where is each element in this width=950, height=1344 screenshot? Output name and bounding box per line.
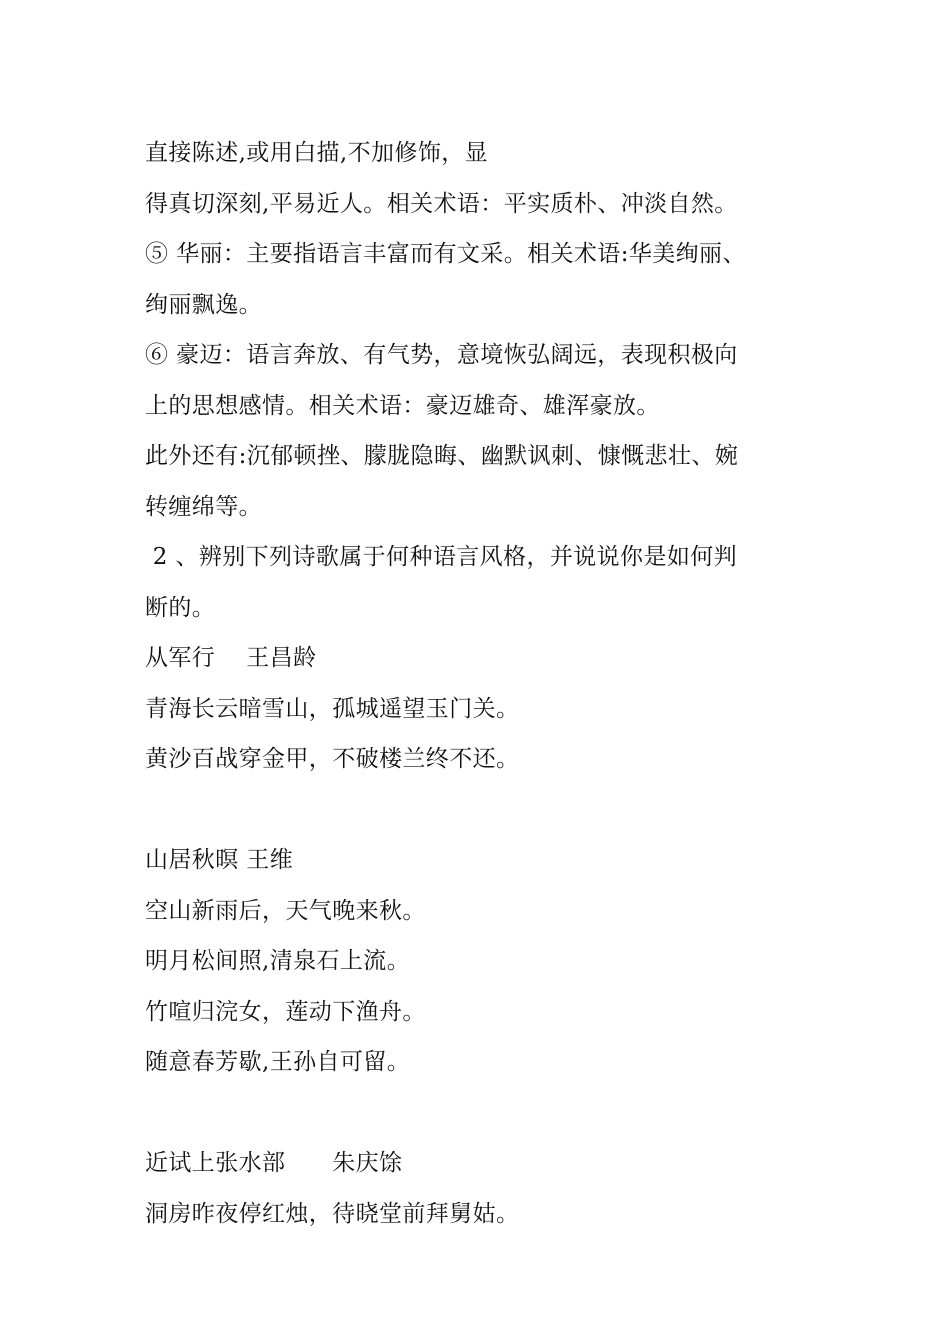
text-line: 绚丽飘逸。 — [145, 291, 262, 318]
poem-line: 随意春芳歇,王孙自可留。 — [145, 1049, 411, 1075]
poem-line: 竹喧归浣女，莲动下渔舟。 — [145, 998, 426, 1025]
poem-line: 空山新雨后，天气晚来秋。 — [145, 897, 426, 924]
text-line: 得真切深刻,平易近人。相关术语：平实质朴、冲淡自然。 — [145, 190, 738, 217]
document-body — [145, 128, 805, 1239]
text-line: 直接陈述,或用白描,不加修饰，显 — [145, 140, 489, 166]
poem-line: 黄沙百战穿金甲，不破楼兰终不还。 — [145, 746, 520, 772]
text-line: ⑤ 华丽：主要指语言丰富而有文采。相关术语:华美绚丽、 — [145, 241, 746, 267]
poem-line: 明月松间照,清泉石上流。 — [145, 948, 411, 974]
poem-line: 青海长云暗雪山，孤城遥望玉门关。 — [145, 695, 520, 722]
text-line: 上的思想感情。相关术语：豪迈雄奇、雄浑豪放。 — [145, 392, 660, 419]
poem-title: 山居秋暝 王维 — [145, 847, 294, 873]
blank-line — [145, 785, 805, 836]
question-heading: 2 、辨别下列诗歌属于何种语言风格，并说说你是如何判 — [145, 544, 738, 570]
blank-line — [145, 1088, 805, 1139]
text-line: 断的。 — [145, 594, 216, 621]
text-line: 此外还有:沉郁顿挫、朦胧隐晦、幽默讽刺、慷慨悲壮、婉 — [145, 443, 739, 469]
poem-line: 洞房昨夜停红烛，待晓堂前拜舅姑。 — [145, 1200, 520, 1227]
text-line: ⑥ 豪迈：语言奔放、有气势，意境恢弘阔远，表现积极向 — [145, 342, 738, 368]
poem-title: 从军行 王昌龄 — [145, 645, 317, 671]
poem-title: 近试上张水部 朱庆馀 — [145, 1150, 403, 1176]
text-line: 转缠绵等。 — [145, 493, 262, 520]
